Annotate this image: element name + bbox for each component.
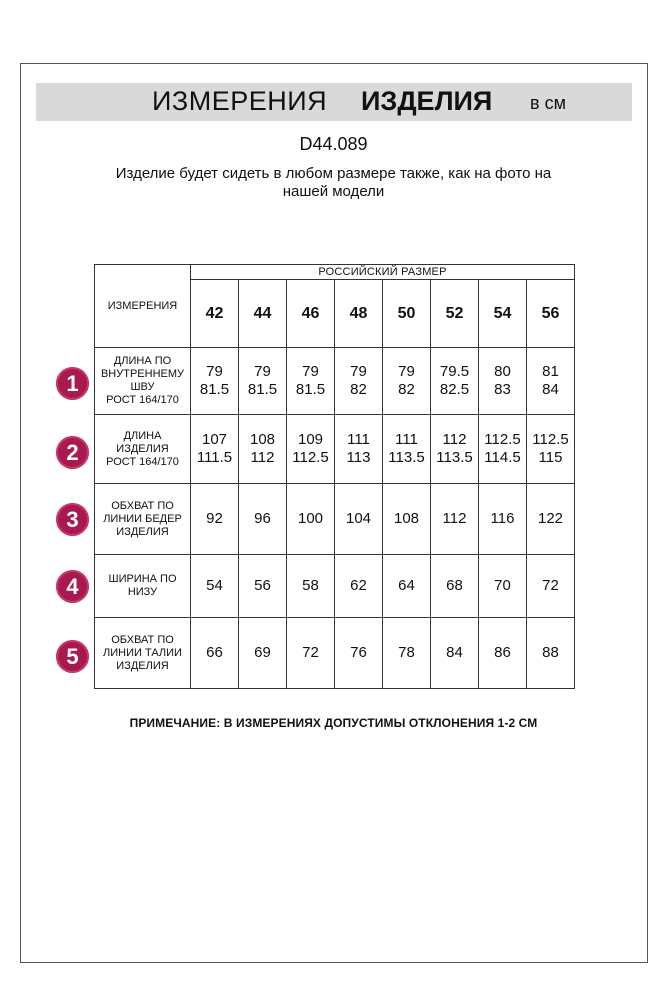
table-row	[95, 484, 575, 555]
cell-value: 112	[442, 431, 467, 448]
row-label-line: ИЗДЕЛИЯ	[116, 442, 169, 455]
row-label-line: НИЗУ	[127, 586, 158, 598]
table-cell	[479, 555, 527, 618]
cell-value: 92	[206, 510, 223, 527]
table-cell	[527, 348, 575, 415]
table-cell	[191, 415, 239, 484]
cell-value: 100	[297, 510, 324, 527]
row-label	[95, 618, 191, 689]
table-cell	[287, 618, 335, 689]
title-unit: в см	[530, 93, 566, 113]
row-number-badge: 1	[56, 367, 89, 400]
row-label-line: ШИРИНА ПО	[108, 573, 177, 585]
table-cell	[383, 484, 431, 555]
table-cell	[479, 618, 527, 689]
table-cell	[335, 348, 383, 415]
table-cell	[191, 555, 239, 618]
cell-value: 81	[542, 363, 559, 380]
cell-value: 82	[398, 381, 415, 398]
cell-value: 62	[350, 577, 367, 594]
cell-value: 114.5	[484, 449, 521, 466]
cell-value: 66	[206, 644, 223, 661]
row-label	[95, 348, 191, 415]
size-header-56: 56	[527, 280, 575, 348]
cell-value: 79	[302, 363, 319, 380]
cell-value: 72	[542, 577, 559, 594]
cell-value: 72	[302, 644, 319, 661]
row-label	[95, 415, 191, 484]
cell-value: 113.5	[436, 449, 473, 466]
table-cell	[335, 555, 383, 618]
cell-value: 112	[250, 449, 275, 466]
row-label-line: ЛИНИИ ТАЛИИ	[103, 646, 182, 659]
cell-value: 84	[542, 381, 559, 398]
cell-value: 80	[494, 363, 511, 380]
cell-value: 69	[254, 644, 271, 661]
cell-value: 54	[206, 577, 223, 594]
table-cell	[479, 484, 527, 555]
product-code: D44.089	[299, 134, 368, 154]
cell-value: 56	[254, 577, 271, 594]
cell-value: 113.5	[388, 449, 425, 466]
row-label	[95, 555, 191, 618]
table-header-row-1	[95, 265, 575, 280]
table-cell	[239, 555, 287, 618]
table-cell	[431, 618, 479, 689]
table-cell	[431, 555, 479, 618]
title-bold: ИЗДЕЛИЯ	[361, 86, 493, 116]
cell-value: 58	[302, 577, 319, 594]
cell-value: 81.5	[199, 381, 230, 398]
cell-value: 116	[490, 510, 515, 527]
footnote: ПРИМЕЧАНИЕ: В ИЗМЕРЕНИЯХ ДОПУСТИМЫ ОТКЛОНЕНИЯ 1-2 СМ	[129, 716, 538, 730]
table-cell	[527, 555, 575, 618]
table-row	[95, 618, 575, 689]
cell-value: 82.5	[439, 381, 470, 398]
table-row	[95, 348, 575, 415]
row-number-badge: 3	[56, 503, 89, 536]
table-cell	[287, 415, 335, 484]
cell-value: 70	[494, 577, 511, 594]
table-cell	[383, 555, 431, 618]
cell-value: 112.5	[292, 449, 329, 466]
cell-value: 112	[442, 510, 467, 527]
size-header-42: 42	[191, 280, 239, 348]
table-cell	[431, 484, 479, 555]
table-cell	[383, 348, 431, 415]
cell-value: 108	[393, 510, 420, 527]
row-label-line: РОСТ 164/170	[106, 455, 179, 468]
table-row	[95, 555, 575, 618]
cell-value: 115	[538, 449, 563, 466]
table-cell	[239, 415, 287, 484]
cell-value: 111	[347, 431, 370, 448]
cell-value: 88	[542, 644, 559, 661]
row-label-line: ВНУТРЕННЕМУ	[100, 368, 185, 380]
cell-value: 79	[254, 363, 271, 380]
size-header-54: 54	[479, 280, 527, 348]
row-label-line: ИЗДЕЛИЯ	[116, 659, 169, 672]
fit-note: Изделие будет сидеть в любом размере также, как на фото на нашей модели	[115, 165, 552, 200]
table-cell	[191, 618, 239, 689]
cell-value: 86	[494, 644, 511, 661]
cell-value: 112.5	[484, 431, 521, 448]
table-cell	[527, 484, 575, 555]
cell-value: 109	[297, 431, 324, 448]
cell-value: 68	[446, 577, 463, 594]
table-row	[95, 415, 575, 484]
cell-value: 79.5	[439, 363, 470, 380]
table-cell	[527, 618, 575, 689]
cell-value: 79	[206, 363, 223, 380]
row-number-badge: 5	[56, 640, 89, 673]
table-cell	[383, 415, 431, 484]
table-cell	[287, 555, 335, 618]
row-label-line: ОБХВАТ ПО	[111, 499, 174, 512]
size-header-50: 50	[383, 280, 431, 348]
size-group-label: РОССИЙСКИЙ РАЗМЕР	[191, 265, 575, 280]
cell-value: 81.5	[247, 381, 278, 398]
cell-value: 122	[537, 510, 564, 527]
row-label-line: ШВУ	[130, 381, 155, 393]
table-cell	[239, 618, 287, 689]
table-cell	[191, 348, 239, 415]
cell-value: 111.5	[196, 449, 233, 466]
size-header-44: 44	[239, 280, 287, 348]
cell-value: 76	[350, 644, 367, 661]
table-cell	[239, 348, 287, 415]
size-table	[94, 264, 575, 689]
row-label-line: ИЗДЕЛИЯ	[116, 525, 169, 538]
title-regular: ИЗМЕРЕНИЯ	[152, 86, 328, 116]
corner-label: ИЗМЕРЕНИЯ	[95, 265, 191, 348]
cell-value: 96	[254, 510, 271, 527]
table-cell	[479, 415, 527, 484]
cell-value: 78	[398, 644, 415, 661]
cell-value: 83	[494, 381, 511, 398]
cell-value: 84	[446, 644, 463, 661]
table-cell	[431, 348, 479, 415]
cell-value: 79	[350, 363, 367, 380]
table-cell	[527, 415, 575, 484]
cell-value: 107	[201, 431, 228, 448]
table-cell	[287, 348, 335, 415]
size-header-48: 48	[335, 280, 383, 348]
table-cell	[287, 484, 335, 555]
cell-value: 64	[398, 577, 415, 594]
row-label-line: ДЛИНА ПО	[113, 355, 172, 367]
table-cell	[191, 484, 239, 555]
cell-value: 104	[345, 510, 372, 527]
cell-value: 108	[249, 431, 276, 448]
cell-value: 111	[395, 431, 418, 448]
row-label-line: ДЛИНА	[123, 429, 162, 442]
cell-value: 113	[346, 449, 371, 466]
size-header-46: 46	[287, 280, 335, 348]
table-cell	[335, 415, 383, 484]
table-cell	[383, 618, 431, 689]
row-label	[95, 484, 191, 555]
row-label-line: ЛИНИИ БЕДЕР	[103, 512, 182, 525]
cell-value: 82	[350, 381, 367, 398]
table-cell	[479, 348, 527, 415]
row-label-line: РОСТ 164/170	[106, 394, 179, 406]
row-label-line: ОБХВАТ ПО	[111, 633, 174, 646]
table-cell	[431, 415, 479, 484]
cell-value: 112.5	[532, 431, 569, 448]
table-cell	[239, 484, 287, 555]
row-number-badge: 2	[56, 436, 89, 469]
cell-value: 81.5	[295, 381, 326, 398]
row-number-badge: 4	[56, 570, 89, 603]
size-header-52: 52	[431, 280, 479, 348]
table-cell	[335, 484, 383, 555]
cell-value: 79	[398, 363, 415, 380]
table-cell	[335, 618, 383, 689]
